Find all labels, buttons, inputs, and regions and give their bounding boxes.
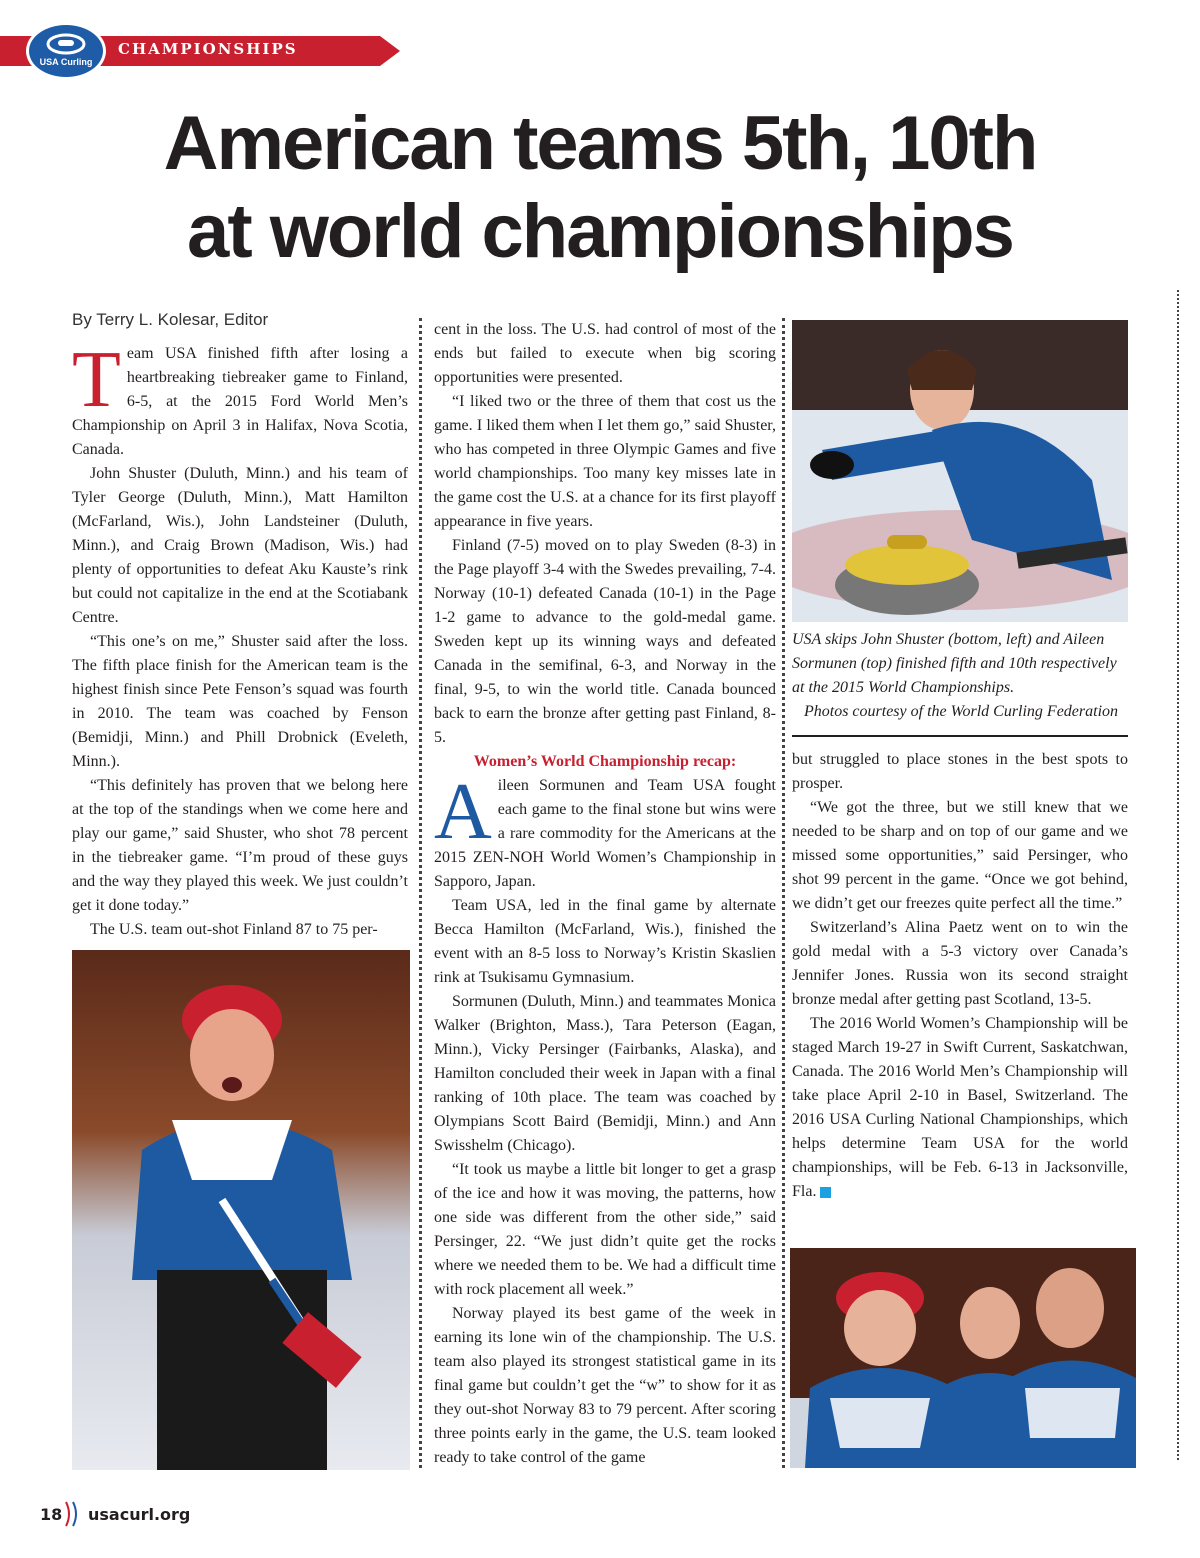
section-label: CHAMPIONSHIPS — [118, 40, 298, 58]
column-divider — [419, 318, 422, 1468]
column-divider — [782, 318, 785, 1468]
headline — [40, 100, 1160, 276]
photo-credit: Photos courtesy of the World Curling Federation — [803, 703, 1119, 720]
article-paragraph: Finland (7-5) moved on to play Sweden (8-3) in the Page playoff 3-4 with the Swedes prevailing, 7-4. Norway (10-1) defeated Canada (10-1) in the Page 1-2 game to advance to the gold-medal game. Sweden kept up its winning ways and defeated Canada in the semifinal, 6-3, and Norway in the final, 9-5, to win the world title. Canada bounced back to earn the bronze after getting past Finland, 8-5. — [434, 537, 776, 746]
footer-site[interactable]: usacurl.org — [88, 1505, 191, 1524]
article-paragraph: Norway played its best game of the week in earning its lone win of the championship. The U.S. team also played its strongest statistical game in its final game but couldn’t get the “w” to show for it as they out-shot Norway 83 to 79 percent. After scoring three points early in the game, the U.S. team looked ready to take control of the game — [434, 1305, 776, 1466]
logo-text: USA Curling — [39, 57, 93, 67]
headline-line-2: at world championships — [187, 189, 1013, 274]
article-paragraph: “It took us maybe a little bit longer to get a grasp of the ice and how it was moving, the patterns, how one side was different from the other side,” said Persinger, 22. “We just didn’t quite get the rocks where we needed them to be. We had a difficult time with rock placement all week.” — [434, 1161, 776, 1298]
article-paragraph: “I liked two or the three of them that cost us the game. I liked them when I let them go,” said Shuster, who has competed in three Olympic Games and five world championships. Too many key misses late in the game cost the U.S. at a chance for its first playoff appearance in five years. — [434, 393, 776, 530]
article-paragraph: cent in the loss. The U.S. had control of most of the ends but failed to execute when big scoring opportunities were presented. — [434, 321, 776, 386]
photo-aileen-sormunen — [792, 320, 1128, 622]
section-subhead: Women’s World Championship recap: — [473, 753, 737, 770]
article-column-1 — [72, 336, 408, 942]
article-paragraph: John Shuster (Duluth, Minn.) and his team of Tyler George (Duluth, Minn.), Matt Hamilton (McFarland, Wis.), John Landsteiner (Duluth, Minn.), and Craig Brown (Madison, Wis.) had plenty of opportunities to defeat Aku Kauste’s rink but could not capitalize in the end at the Scotiabank Centre. — [72, 465, 408, 626]
drop-cap: T — [72, 336, 121, 424]
article-paragraph: Team USA finished fifth after losing a heartbreaking tiebreaker game to Finland, 6-5, at the 2015 Ford World Men’s Championship on April 3 in Halifax, Nova Scotia, Canada. — [72, 336, 408, 458]
photo-john-shuster — [72, 950, 410, 1470]
article-paragraph: Sormunen (Duluth, Minn.) and teammates Monica Walker (Brighton, Mass.), Tara Peterson (Eagan, Minn.), Vicky Persinger (Fairbanks, Alaska), and Hamilton concluded their week in Japan with a final ranking of 10th place. The team was coached by Olympians Scott Baird (Bemidji, Minn.) and Ann Swisshelm (Chicago). — [434, 993, 776, 1154]
end-of-article-mark — [820, 1187, 831, 1198]
page-edge-rule — [1177, 290, 1179, 1460]
article-paragraph: The 2016 World Women’s Championship will be staged March 19-27 in Swift Current, Saskatchwan, Canada. The 2016 World Men’s Championship will take place April 2-10 in Basel, Switzerland. The 2016 USA Curling National Championships, which helps determine Team USA for the world championships, will be Feb. 6-13 in Jacksonville, Fla. — [792, 1015, 1128, 1200]
article-column-2 — [434, 318, 776, 1470]
curling-stone-icon — [45, 31, 87, 55]
article-paragraph: “This one’s on me,” Shuster said after the loss. The fifth place finish for the American team is the highest finish since Pete Fenson’s squad was fourth in 2010. The team was coached by Fenson (Bemidji, Minn.) and Phill Drobnick (Eveleth, Minn.). — [72, 633, 408, 770]
usa-curling-logo — [26, 22, 106, 80]
footer-chevrons-icon — [62, 1500, 86, 1528]
article-paragraph: “We got the three, but we still knew that we needed to be sharp and on top of our game and we missed some opportunities,” said Persinger, who shot 99 percent in the game. “Once we got behind, we didn’t get our freezes quite perfect all the time.” — [792, 799, 1128, 912]
caption-text: USA skips John Shuster (bottom, left) and Aileen Sormunen (top) finished fifth and 10th respectively at the 2015 World Championships. — [792, 631, 1117, 696]
article-paragraph: “This definitely has proven that we belong here at the top of the standings when we come here and play our game,” said Shuster, who shot 78 percent in the tiebreaker game. “I’m proud of these guys and the way they played this week. We just couldn’t get it done today.” — [72, 777, 408, 914]
article-paragraph: The U.S. team out-shot Finland 87 to 75 per- — [90, 921, 378, 938]
article-paragraph: Switzerland’s Alina Paetz went on to win the gold medal with a 5-3 victory over Canada’s Jennifer Jones. Russia won its second straight bronze medal after getting past Scotland, 13-5. — [792, 919, 1128, 1008]
article-paragraph: but struggled to place stones in the best spots to prosper. — [792, 751, 1128, 792]
headline-line-1: American teams 5th, 10th — [163, 101, 1037, 186]
caption-rule — [792, 735, 1128, 737]
article-paragraph: Aileen Sormunen and Team USA fought each game to the final stone but wins were a rare commodity for the Americans at the 2015 ZEN-NOH World Women’s Championship in Sapporo, Japan. — [434, 768, 776, 890]
photo-caption — [792, 628, 1130, 724]
page-number: 18 — [40, 1505, 63, 1524]
article-paragraph: Team USA, led in the final game by alternate Becca Hamilton (McFarland, Wis.), finished the event with an 8-5 loss to Norway’s Kristin Skaslien rink at Tsukisamu Gymnasium. — [434, 897, 776, 986]
drop-cap: A — [434, 768, 492, 856]
byline: By Terry L. Kolesar, Editor — [72, 310, 269, 329]
article-column-3 — [792, 748, 1128, 1204]
photo-team-usa-men — [790, 1248, 1136, 1468]
